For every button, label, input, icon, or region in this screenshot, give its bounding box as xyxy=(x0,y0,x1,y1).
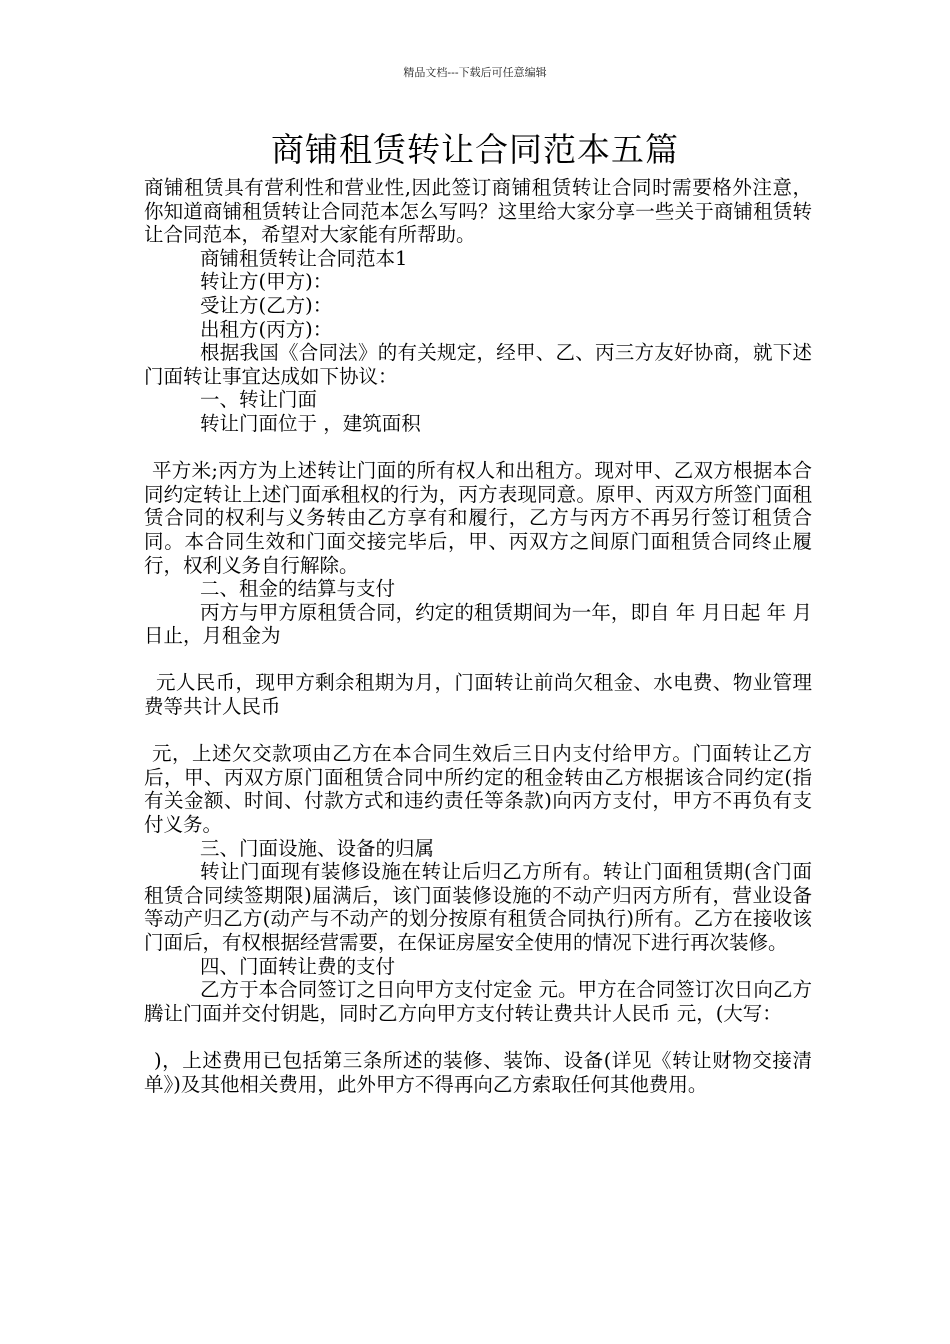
party-a-line: 转让方(甲方)： xyxy=(200,270,333,294)
rent-term-paragraph: 丙方与甲方原租赁合同，约定的租赁期间为一年，即自 年 月日起 年 月 日止，月租金为 xyxy=(144,600,812,648)
preamble-paragraph: 根据我国《合同法》的有关规定，经甲、乙、丙三方友好协商，就下述门面转让事宜达成如下协议： xyxy=(144,341,812,388)
arrears-paragraph: 元人民币，现甲方剩余租期为月，门面转让前尚欠租金、水电费、物业管理费等共计人民币 xyxy=(144,671,812,719)
blank-line xyxy=(144,648,812,672)
blank-line xyxy=(144,1025,812,1049)
section-heading-1: 一、转让门面 xyxy=(200,388,318,412)
section-heading-4: 四、门面转让费的支付 xyxy=(200,954,396,978)
payment-paragraph: 元，上述欠交款项由乙方在本合同生效后三日内支付给甲方。门面转让乙方后，甲、丙双方原门面租赁合同中所约定的租金转由乙方根据该合同约定(指有关金额、时间、付款方式和违约责任等条款)向丙方支付，甲方不再负有支付义务。 xyxy=(144,742,812,837)
intro-paragraph: 商铺租赁具有营利性和营业性,因此签订商铺租赁转让合同时需要格外注意，你知道商铺租赁转让合同范本怎么写吗？这里给大家分享一些关于商铺租赁转让合同范本，希望对大家能有所帮助。 xyxy=(144,176,812,247)
fee-details-paragraph: )，上述费用已包括第三条所述的装修、装饰、设备(详见《转让财物交接清单》)及其他相关费用，此外甲方不得再向乙方索取任何其他费用。 xyxy=(144,1048,812,1096)
facilities-paragraph: 转让门面现有装修设施在转让后归乙方所有。转让门面租赁期(含门面租赁合同续签期限)届满后，该门面装修设施的不动产归丙方所有，营业设备等动产归乙方(动产与不动产的划分按原有租赁合同执行)所有。乙方在接收该门面后，有权根据经营需要，在保证房屋安全使用的情况下进行再次装修。 xyxy=(144,860,812,954)
document-body xyxy=(144,176,812,1096)
header-note: 精品文档---下载后可任意编辑 xyxy=(403,66,547,79)
area-paragraph: 平方米;丙方为上述转让门面的所有权人和出租方。现对甲、乙双方根据本合同约定转让上述门面承租权的行为，丙方表现同意。原甲、丙双方所签门面租赁合同的权利与义务转由乙方享有和履行，乙方与丙方不再另行签订租赁合同。本合同生效和门面交接完毕后，甲、丙双方之间原门面租赁合同终止履行，权利义务自行解除。 xyxy=(144,459,812,577)
blank-line xyxy=(144,719,812,743)
party-c-line: 出租方(丙方)： xyxy=(200,317,333,341)
location-line: 转让门面位于 ，建筑面积 xyxy=(200,411,421,435)
section-heading-3: 三、门面设施、设备的归属 xyxy=(200,836,435,860)
party-b-line: 受让方(乙方)： xyxy=(200,293,333,317)
blank-line xyxy=(144,436,812,460)
section-heading-2: 二、租金的结算与支付 xyxy=(200,577,396,601)
contract-heading: 商铺租赁转让合同范本1 xyxy=(200,246,408,270)
fee-paragraph: 乙方于本合同签订之日向甲方支付定金 元。甲方在合同签订次日向乙方腾让门面并交付钥匙，同时乙方向甲方支付转让费共计人民币 元，(大写： xyxy=(144,978,812,1025)
document-title: 商铺租赁转让合同范本五篇 xyxy=(271,130,679,169)
